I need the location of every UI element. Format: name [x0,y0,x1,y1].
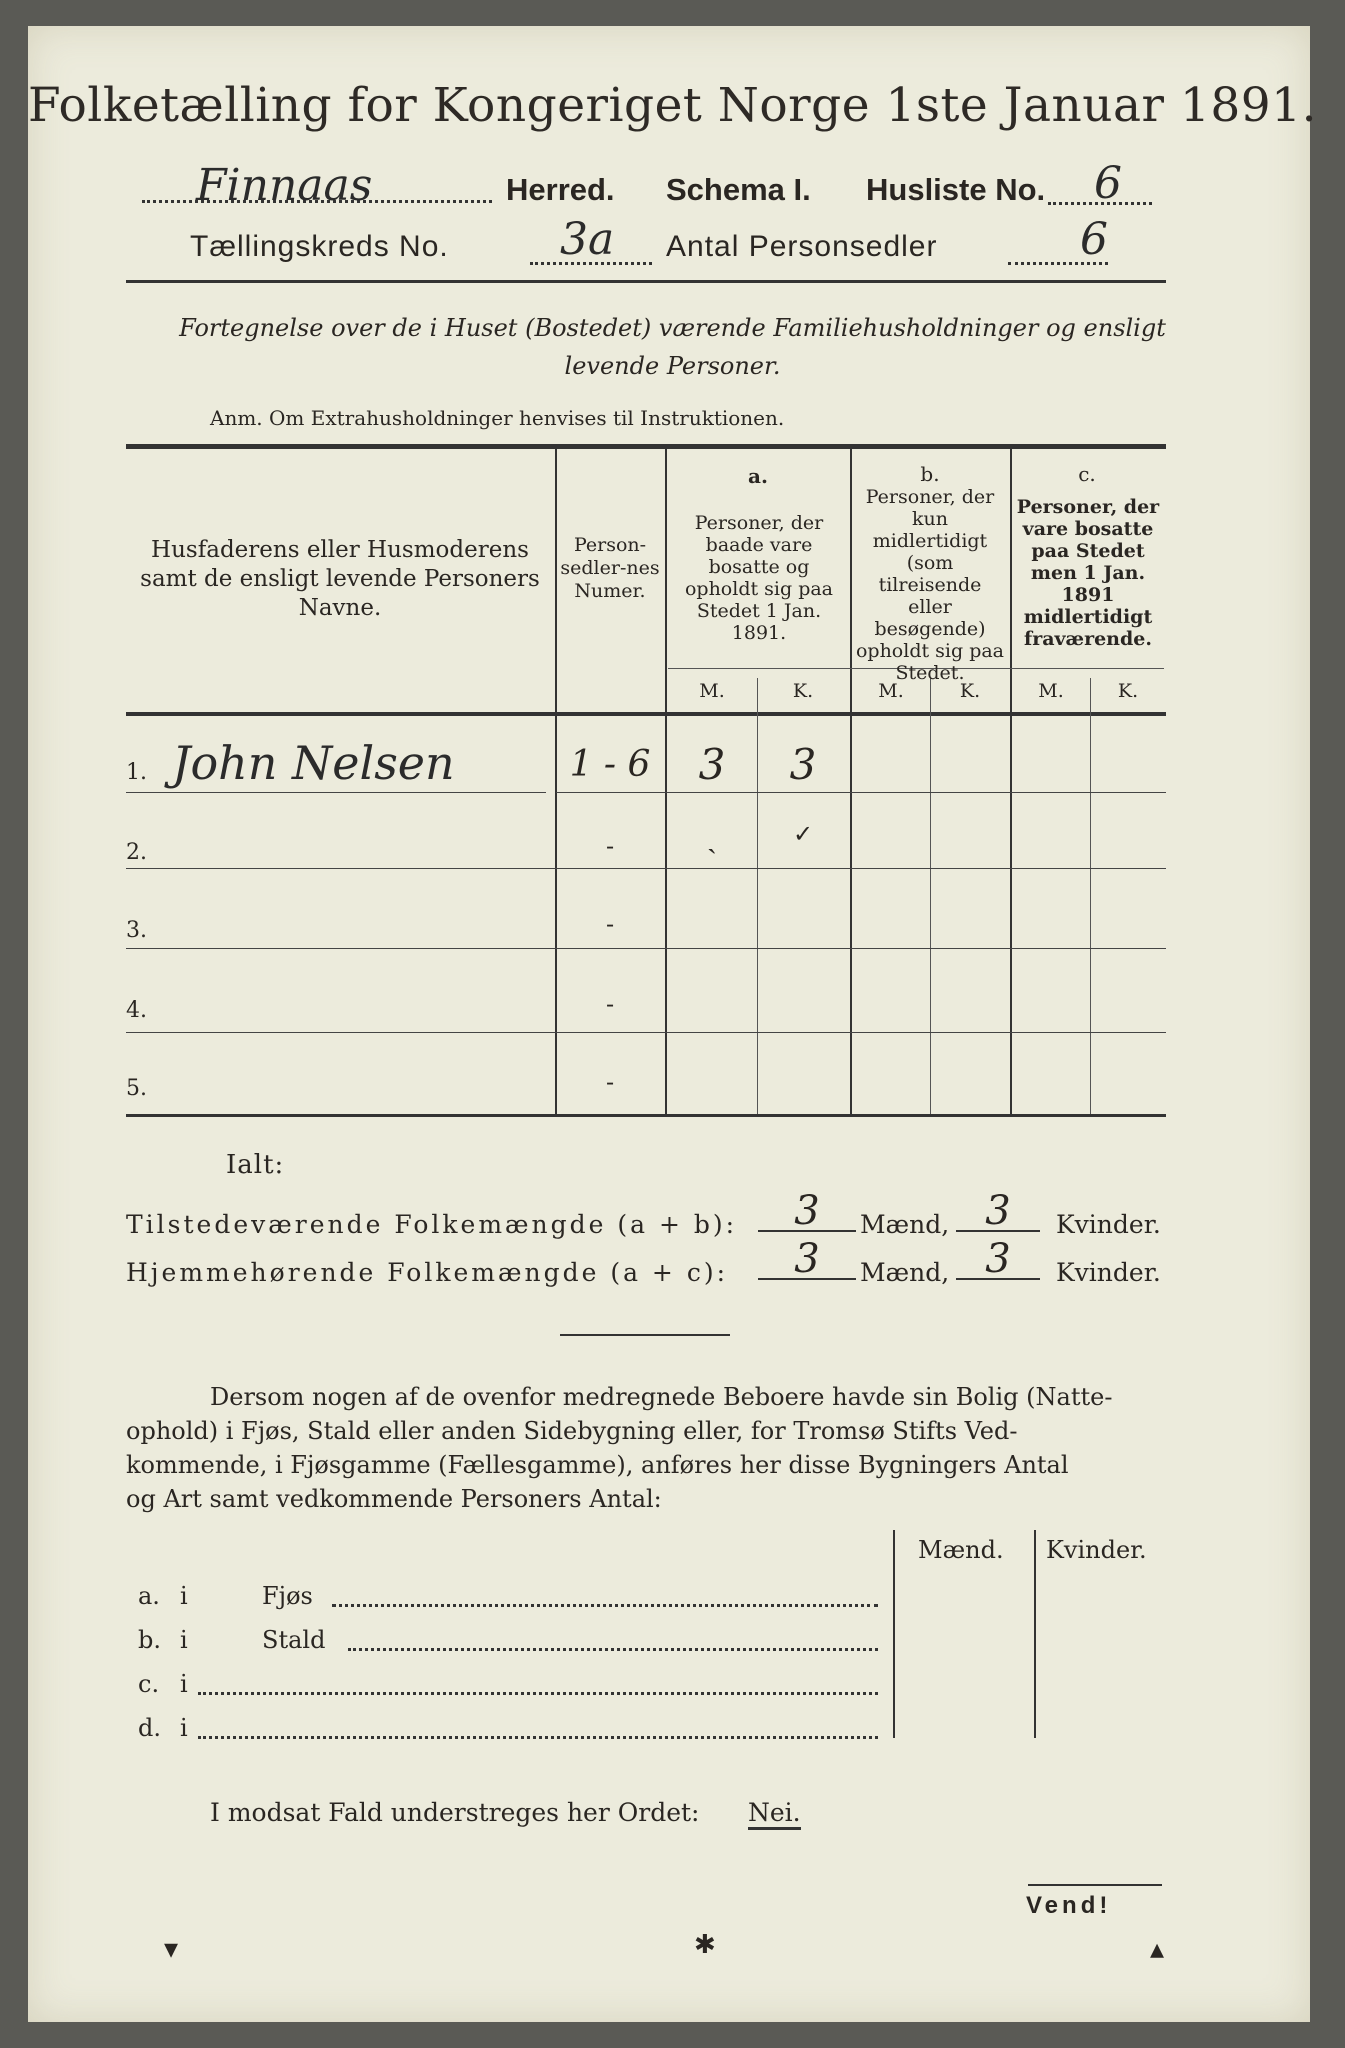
schema-label: Schema I. [666,172,811,207]
col-b-k: K. [959,680,981,702]
para-line-4: og Art samt vedkommende Personers Antal: [126,1485,662,1513]
row-num: - [605,910,615,938]
col-c-k: K. [1117,680,1139,702]
col-b-header: Personer, der kun midlertidigt (som tilreisende eller besøgende) opholdt sig paa Stedet. [855,486,1005,684]
row-line [126,792,546,793]
row-number: 4. [126,998,147,1023]
tilstede-maend-label: Mænd, [860,1210,950,1239]
item-i: i [180,1582,188,1610]
building-item-d [138,1710,878,1754]
intro-line1: Fortegnelse over de i Huset (Bostedet) værende Familiehusholdninger og ensligt [179,314,1166,342]
para-line-1: Dersom nogen af de ovenfor medregnede Beboere havde sin Bolig (Natte- [210,1383,1113,1411]
buildings-col-divider-2 [1034,1530,1036,1738]
row-a-k: ✓ [792,820,814,848]
item-dots [332,1604,878,1607]
binding-mark-left: ▾ [164,1932,179,1965]
buildings-paragraph [126,1380,1166,1516]
row-line [556,792,1166,793]
para-line-2: ophold) i Fjøs, Stald eller anden Sidebygning eller, for Tromsø Stifts Ved- [126,1417,1018,1445]
nei-word: Nei. [748,1798,801,1830]
form-title: Folketælling for Kongeriget Norge 1ste Januar 1891. [27,78,1318,133]
item-key: b. [138,1626,161,1654]
item-dots [198,1692,878,1695]
row-number: 5. [126,1076,147,1101]
item-dots [198,1736,878,1739]
kreds-label: Tællingskreds No. [190,230,449,263]
row-num: 1 - 6 [569,744,651,785]
hjemme-kvinder-value: 3 [956,1236,1040,1280]
item-i: i [180,1714,188,1742]
binding-mark-center: ✱ [694,1930,716,1960]
item-key: d. [138,1714,161,1742]
row-line [126,948,1166,949]
husliste-value: 6 [1094,158,1122,209]
hjemme-maend-label: Mænd, [860,1258,950,1287]
row-number: 2. [126,840,147,865]
row-a-m: ˎ [707,820,717,855]
col-num-header: Person-sedler-nes Numer. [560,534,660,602]
anm-note: Anm. Om Extrahusholdninger henvises til Instruktionen. [210,406,785,430]
antal-value: 6 [1080,214,1108,265]
tilstede-kvinder-label: Kvinder. [1056,1210,1161,1239]
item-i: i [180,1670,188,1698]
hjemme-maend-value: 3 [758,1236,856,1280]
row-a-m: 3 [698,740,726,789]
antal-label: Antal Personsedler [666,230,938,263]
row-a-k: 3 [789,740,817,789]
husliste-label: Husliste No. [866,172,1046,207]
row-num: - [605,832,615,860]
col-b-letter: b. [920,462,940,486]
intro-line2: levende Personer. [564,352,781,380]
building-item-c [138,1666,878,1710]
buildings-maend-header: Mænd. [918,1536,1004,1564]
col-c-header: Personer, der vare bosatte paa Stedet men 1 Jan. 1891 midlertidigt fraværende. [1016,496,1160,650]
tilstede-kvinder-value: 3 [956,1188,1040,1232]
building-item-stald [138,1622,878,1666]
col-c-letter: c. [1078,462,1096,486]
row-line [126,868,1166,869]
col-b-m: M. [878,680,904,702]
col-c-m: M. [1038,680,1064,702]
tilstede-label: Tilstedeværende Folkemængde (a + b): [126,1210,738,1239]
row-num: - [605,990,615,1018]
modsat-text: I modsat Fald understreges her Ordet: [210,1798,700,1827]
buildings-col-divider-1 [893,1530,895,1738]
header-rule [126,280,1166,283]
table-bottom-rule [126,1114,1166,1117]
section-divider [560,1334,730,1336]
item-label: Stald [262,1626,326,1654]
vend-text: Vend! [1026,1892,1112,1919]
item-i: i [180,1626,188,1654]
kreds-value: 3a [560,214,615,265]
col-a-letter: a. [748,464,768,488]
buildings-list [138,1578,878,1754]
table-body [126,716,1166,1114]
row-number: 3. [126,918,147,943]
col-a-m: M. [699,680,725,702]
item-label: Fjøs [262,1582,313,1610]
hjemme-label: Hjemmehørende Folkemængde (a + c): [126,1258,728,1287]
ialt-label: Ialt: [226,1150,285,1180]
row-line [126,1032,1166,1033]
row-name: John Nelsen [172,736,455,790]
herred-value: Finnaas [196,160,373,211]
item-key: a. [138,1582,160,1610]
item-key: c. [138,1670,160,1698]
item-dots [348,1648,878,1651]
row-num: - [605,1068,615,1096]
tilstede-maend-value: 3 [758,1188,856,1232]
vend-rule [1028,1884,1162,1886]
col-a-k: K. [792,680,814,702]
binding-mark-right: ▴ [1150,1932,1165,1965]
hjemme-kvinder-label: Kvinder. [1056,1258,1161,1287]
col-name-header: Husfaderens eller Husmoderens samt de ensligt levende Personers Navne. [140,537,540,621]
buildings-kvinder-header: Kvinder. [1046,1536,1147,1564]
row-number: 1. [126,760,147,785]
building-item-fjos [138,1578,878,1622]
col-a-header: Personer, der baade vare bosatte og opholdt sig paa Stedet 1 Jan. 1891. [684,512,834,644]
herred-label: Herred. [506,172,615,207]
para-line-3: kommende, i Fjøsgamme (Fællesgamme), anføres her disse Bygningers Antal [126,1451,1069,1479]
